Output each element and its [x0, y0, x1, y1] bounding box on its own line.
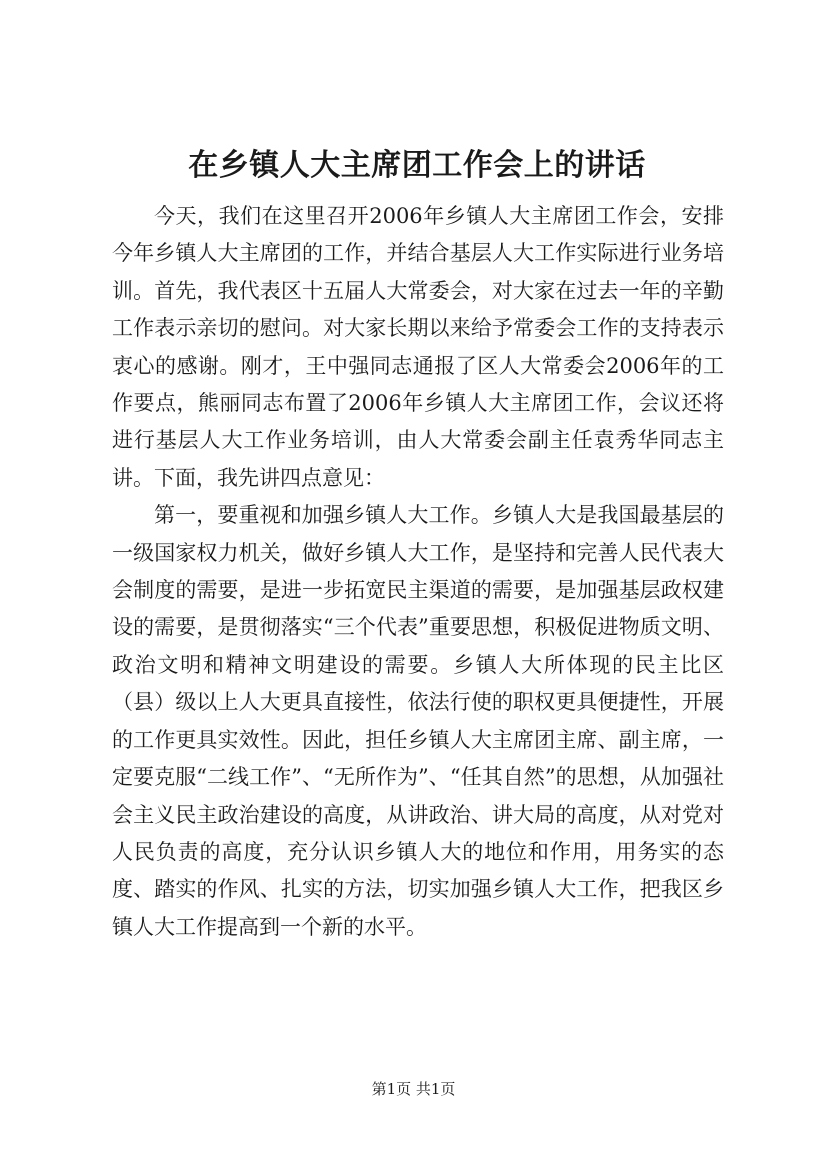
paragraph-1: 今天，我们在这里召开2006年乡镇人大主席团工作会，安排今年乡镇人大主席团的工作，并结合基层人大工作实际进行业务培训。首先，我代表区十五届人大常委会，对大家在过去一年的辛勤工作表示亲切的慰问。对大家长期以来给予常委会工作的支持表示衷心的感谢。刚才，王中强同志通报了区人大常委会2006年的工作要点，熊丽同志布置了2006年乡镇人大主席团工作，会议还将进行基层人大工作业务培训，由人大常委会副主任袁秀华同志主讲。下面，我先讲四点意见：	[112, 204, 724, 490]
page-footer: 第1页 共1页	[371, 1080, 456, 1098]
document-body	[112, 198, 724, 946]
document-title: 在乡镇人大主席团工作会上的讲话	[188, 148, 646, 183]
paragraph-2: 第一，要重视和加强乡镇人大工作。乡镇人大是我国最基层的一级国家权力机关，做好乡镇人大工作，是坚持和完善人民代表大会制度的需要，是进一步拓宽民主渠道的需要，是加强基层政权建设的需要，是贯彻落实“三个代表”重要思想，积极促进物质文明、政治文明和精神文明建设的需要。乡镇人大所体现的民主比区（县）级以上人大更具直接性，依法行使的职权更具便捷性，开展的工作更具实效性。因此，担任乡镇人大主席团主席、副主席，一定要克服“二线工作”、“无所作为”、“任其自然”的思想，从加强社会主义民主政治建设的高度，从讲政治、讲大局的高度，从对党对人民负责的高度，充分认识乡镇人大的地位和作用，用务实的态度、踏实的作风、扎实的方法，切实加强乡镇人大工作，把我区乡镇人大工作提高到一个新的水平。	[112, 503, 724, 939]
